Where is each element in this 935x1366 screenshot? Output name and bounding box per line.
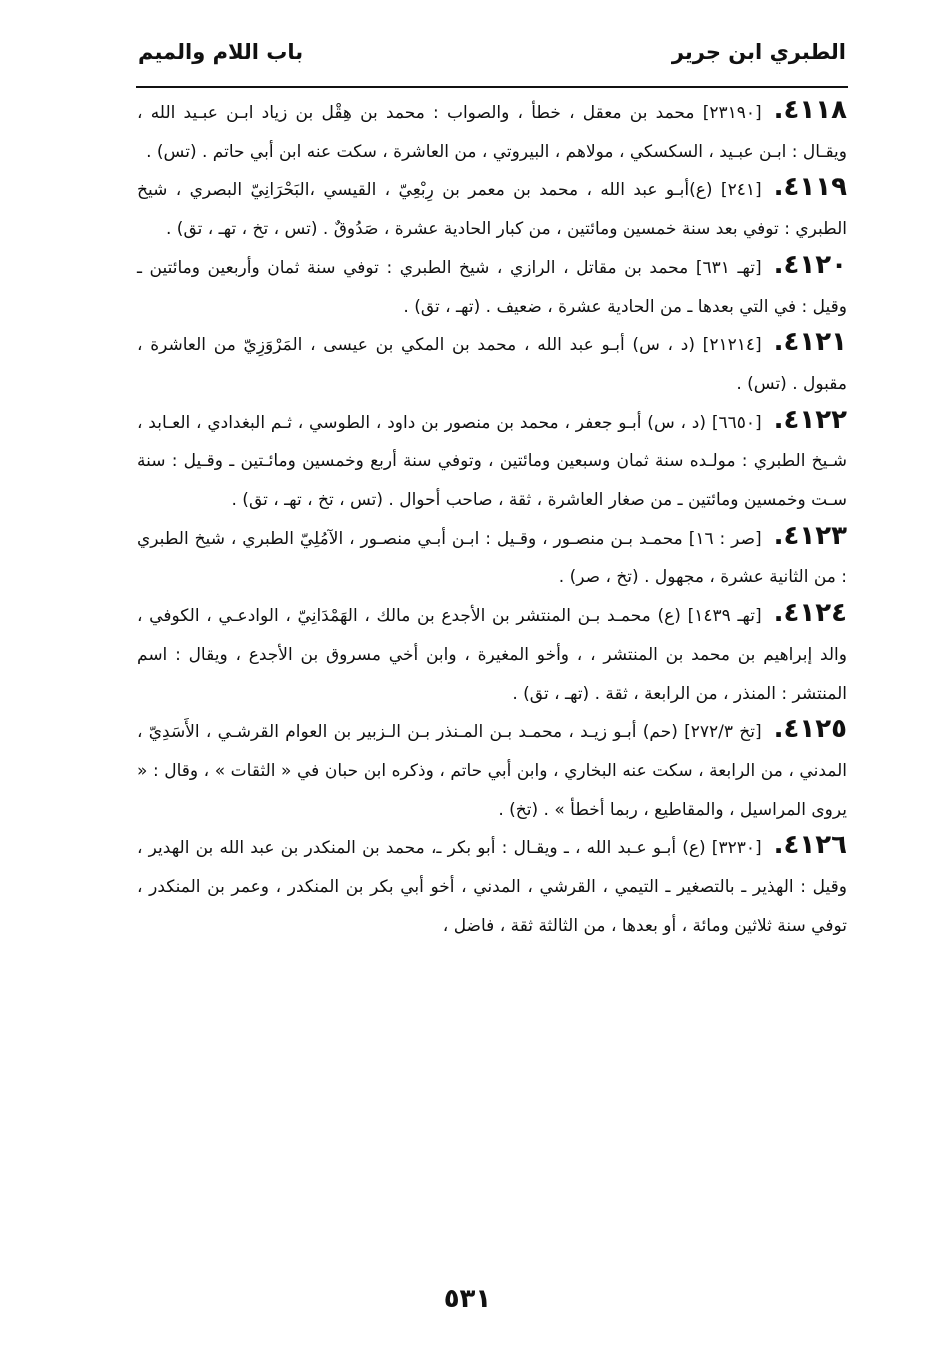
entry-text: [صر : ١٦] محمـد بـن منصـور ، وقـيل : ابـن أبـي منصـور ، الآمُلِيّ الطبري ، شيخ الطبري : من الثانية عشرة ، مجهول . (تخ ، صر) . xyxy=(137,528,847,588)
entry-text: [٢١٢١٤] (د ، س) أبـو عبد الله ، محمد بن المكي بن عيسى ، المَرْوَزِيّ من العاشرة ، مقبول . (تس) . xyxy=(137,335,847,394)
running-header xyxy=(138,30,846,80)
chapter-title: باب اللام والميم xyxy=(138,40,304,64)
entry-4123 xyxy=(137,520,847,597)
entry-text: [٢٤١] (ع)أبـو عبد الله ، محمد بن معمر بن رِبْعِيّ ، القيسي ،البَحْرَانِيّ البصري ، شيخ الطبري : توفي بعد سنة خمسين ومائتين ، من كبار الحادية عشرة ، صَدُوقٌ . (تس ، تخ ، تهـ ، تق) . xyxy=(137,180,847,240)
entry-4124 xyxy=(137,597,847,713)
entry-4119 xyxy=(137,171,847,248)
entry-text: [تهـ ٦٣١] محمد بن مقاتل ، الرازي ، شيخ الطبري : توفي سنة ثمان وأربعين ومائتين ـ وقيل : في التي بعدها ـ من الحادية عشرة ، ضعيف . (تهـ ، تق) . xyxy=(137,257,847,317)
entry-number: ٤١٢٣. xyxy=(773,520,848,551)
entry-number: ٤١١٨. xyxy=(773,95,847,125)
entry-number: ٤١٢٢. xyxy=(773,404,847,435)
entry-text: [تهـ ١٤٣٩] (ع) محمـد بـن المنتشر بن الأجدع بن مالك ، الهَمْدَانِيّ ، الوادعـي ، الكوفي ، والد إبراهيم بن محمد بن المنتشر ، ، وأخو المغيرة ، وابن أخي مسروق بن الأجدع ، ويقال : اسم المنتشر : المنذر ، من الرابعة ، ثقة . (تهـ ، تق) . xyxy=(137,606,847,704)
entry-number: ٤١٢١. xyxy=(773,327,847,358)
entry-4120 xyxy=(137,249,847,326)
entry-text: [٦٦٥٠] (د ، س) أبـو جعفر ، محمد بن منصور بن داود ، الطوسي ، ثـم البغدادي ، العـابد ، شـيخ الطبري : مولـده سنة ثمان وسبعين ومائتين ، وتوفي سنة أربع وخمسين ومائـتين ـ وقـيل : سنة سـت وخمسين ومائتين ـ من صغار العاشرة ، ثقة ، صاحب أحوال . (تس ، تخ ، تهـ ، تق) . xyxy=(137,412,847,511)
entry-4118 xyxy=(137,94,847,171)
entries-list xyxy=(137,94,847,945)
entry-text: [٢٣١٩٠] محمد بن معقل ، خطأ ، والصواب : محمد بن هِقْل بن زياد ابـن عبـيد الله ، ويقـال : ابـن عبـيد ، السكسكي ، مولاهم ، البيروتي ، من العاشرة ، سكت عنه ابن أبي حاتم . (تس) . xyxy=(137,103,847,162)
entry-4126 xyxy=(137,829,847,945)
entry-number: ٤١٢٥. xyxy=(773,714,847,745)
entry-text: [٣٢٣٠] (ع) أبـو عـبد الله ، ـ ويقـال : أبو بكر ـ، محمد بن المنكدر بن عبد الله بن الهدير ، وقيل : الهذير ـ بالتصغير ـ التيمي ، القرشي ، المدني ، أخو أبي بكر بن المنكدر ، وعمر بن المنكدر ، توفي سنة ثلاثين ومائة ، أو بعدها ، من الثالثة ثقة ، فاضل ، xyxy=(137,838,847,936)
book-title: الطبري ابن جرير xyxy=(671,40,846,64)
entry-4121 xyxy=(137,326,847,403)
entry-number: ٤١٢٤. xyxy=(773,598,847,629)
entry-4125 xyxy=(137,713,847,829)
entry-4122 xyxy=(137,404,847,520)
header-rule xyxy=(136,86,848,88)
entry-number: ٤١١٩. xyxy=(773,172,847,203)
entry-number: ٤١٢٦. xyxy=(773,830,847,861)
page-number: ٥٣١ xyxy=(443,1284,492,1314)
entry-number: ٤١٢٠. xyxy=(773,249,847,280)
entry-text: [تخ ٢٧٢/٣] (حم) أبـو زيـد ، محمـد بـن المـنذر بـن الـزبير بن العوام القرشـي ، الأَسَدِيّ ، المدني ، من الرابعة ، سكت عنه البخاري ، وابن أبي حاتم ، وذكره ابن حبان في « الثقات » ، وقال : « يروى المراسيل ، والمقاطيع ، ربما أخطأ » . (تخ) . xyxy=(137,722,847,820)
